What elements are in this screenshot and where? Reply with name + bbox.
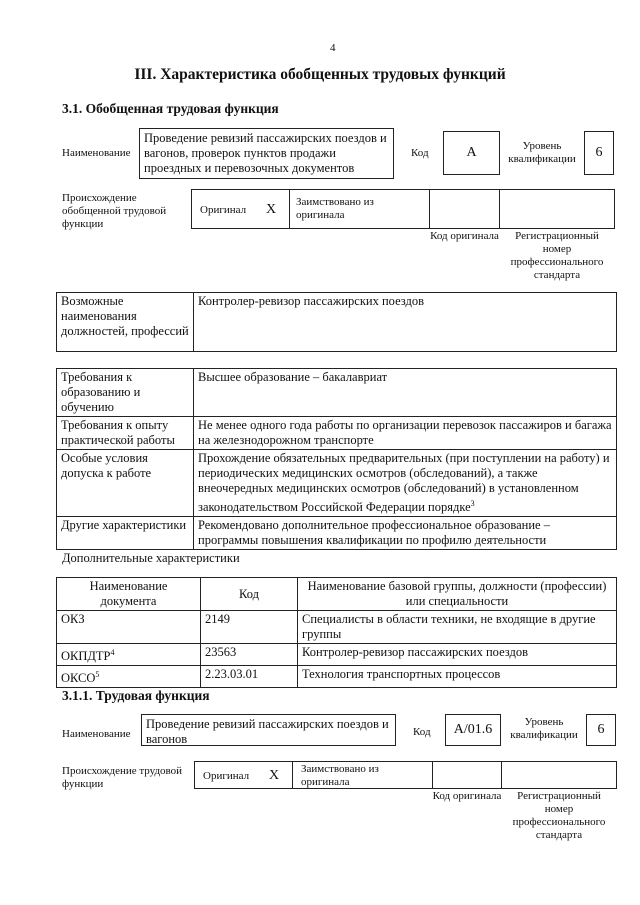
gtf-original-label: Оригинал <box>200 204 247 216</box>
gtf-code-value: А <box>443 131 500 175</box>
doc-code: 2149 <box>201 611 298 644</box>
tf-orig-code-label: Код оригинала <box>432 790 502 802</box>
table-row <box>57 611 617 644</box>
tf-borrowed-cell <box>292 761 433 789</box>
gtf-original-cell <box>191 189 290 229</box>
req-value: Не менее одного года работы по организации перевозок пассажиров и багажа на железнодорожном транспорте <box>194 417 617 450</box>
footnote-ref: 5 <box>95 670 100 680</box>
gtf-heading: 3.1. Обобщенная трудовая функция <box>62 101 279 116</box>
tf-reg-number-cell <box>501 761 617 789</box>
footnote-ref: 4 <box>110 648 115 657</box>
gtf-name-label: Наименование <box>62 147 131 159</box>
footnote-ref: 3 <box>470 499 475 508</box>
positions-table <box>56 292 617 352</box>
tf-level-value: 6 <box>586 714 616 746</box>
gtf-borrowed-cell <box>289 189 430 229</box>
req-label: Требования к опыту практической работы <box>57 417 194 450</box>
page-number: 4 <box>330 42 336 54</box>
tf-code-label: Код <box>413 726 431 738</box>
req-value <box>194 450 617 517</box>
positions-value: Контролер-ревизор пассажирских поездов <box>194 293 617 352</box>
tf-code-value: А/01.6 <box>445 714 501 746</box>
col-header: Наименование базовой группы, должности (профессии) или специальности <box>298 578 617 611</box>
gtf-reg-number-label: Регистрационный номер профессионального стандарта <box>510 230 604 281</box>
tf-original-mark: Х <box>269 768 280 783</box>
gtf-origin-label: Происхождение обобщенной трудовой функции <box>62 192 167 230</box>
gtf-reg-number-cell <box>499 189 615 229</box>
req-label: Требования к образованию и обучению <box>57 369 194 417</box>
tf-borrowed-label: Заимствовано из оригинала <box>301 763 379 788</box>
section-title: III. Характеристика обобщенных трудовых функций <box>134 66 506 83</box>
table-row <box>57 450 617 517</box>
gtf-code-label: Код <box>411 147 429 159</box>
doc-name: ОКЗ <box>61 612 85 626</box>
tf-original-label: Оригинал <box>203 770 250 782</box>
tf-name-label: Наименование <box>62 728 131 740</box>
doc-code: 2.23.03.01 <box>201 666 298 688</box>
tf-original-cell <box>194 761 293 789</box>
gtf-level-label: Уровень квалификации <box>508 140 576 165</box>
table-row <box>57 644 617 666</box>
doc-group-name: Контролер-ревизор пассажирских поездов <box>298 644 617 666</box>
positions-label: Возможные наименования должностей, профессий <box>57 293 194 352</box>
tf-orig-code-cell <box>432 761 502 789</box>
additional-table <box>56 577 617 688</box>
table-header-row <box>57 578 617 611</box>
gtf-borrowed-label: Заимствовано из оригинала <box>296 196 374 221</box>
gtf-name-value: Проведение ревизий пассажирских поездов и вагонов, проверок пунктов продажи проездных и перевозочных документов <box>139 128 394 179</box>
doc-name: ОКПДТР <box>61 649 111 664</box>
doc-name: ОКСО <box>61 671 96 686</box>
tf-reg-number-label: Регистрационный номер профессионального стандарта <box>512 790 606 841</box>
gtf-orig-code-cell <box>429 189 500 229</box>
table-row <box>57 417 617 450</box>
col-header: Код <box>201 578 298 611</box>
table-row <box>57 369 617 417</box>
gtf-original-mark: Х <box>266 202 277 217</box>
doc-group-name: Специалисты в области техники, не входящие в другие группы <box>298 611 617 644</box>
req-label: Другие характеристики <box>57 517 194 550</box>
req-value: Высшее образование – бакалавриат <box>194 369 617 417</box>
gtf-orig-code-label: Код оригинала <box>430 230 499 242</box>
requirements-table <box>56 368 617 550</box>
req-value: Рекомендовано дополнительное профессиональное образование – программы повышения квалификации по профилю деятельности <box>194 517 617 550</box>
doc-group-name: Технология транспортных процессов <box>298 666 617 688</box>
table-row <box>57 517 617 550</box>
req-value-text: Прохождение обязательных предварительных (при поступлении на работу) и периодических медицинских осмотров (обследований), а также внеочередных медицинских осмотров (обследований) в установленном законодательством Российской Федерации порядке <box>198 451 610 515</box>
gtf-level-value: 6 <box>584 131 614 175</box>
doc-code: 23563 <box>201 644 298 666</box>
tf-heading: 3.1.1. Трудовая функция <box>62 688 210 703</box>
col-header: Наименование документа <box>57 578 201 611</box>
tf-name-value: Проведение ревизий пассажирских поездов и вагонов <box>141 714 396 746</box>
additional-title: Дополнительные характеристики <box>62 551 240 565</box>
req-label: Особые условия допуска к работе <box>57 450 194 517</box>
table-row <box>57 666 617 688</box>
tf-origin-label: Происхождение трудовой функции <box>62 765 183 790</box>
tf-level-label: Уровень квалификации <box>510 716 578 741</box>
